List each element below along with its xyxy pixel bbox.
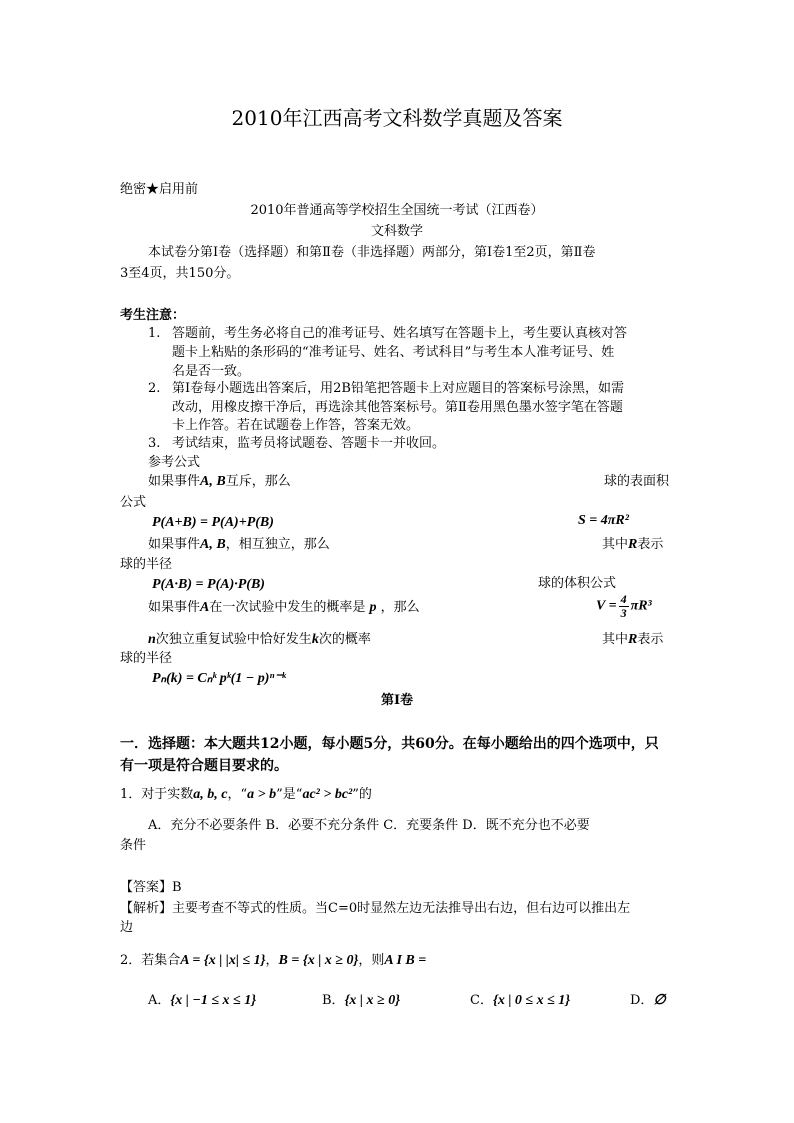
question-1-options-cont: 条件 (120, 838, 147, 853)
formula-line-exclusive (148, 474, 291, 491)
text: 表示 (637, 632, 664, 647)
text: 如果事件 (148, 600, 201, 615)
answer-label: 【答案】 (120, 880, 173, 895)
question-1 (120, 787, 372, 804)
text: 次的概率 (318, 632, 371, 647)
intro-line-2: 3至4页，共150分。 (120, 266, 240, 281)
text: 在一次试验中发生的概率是 (209, 600, 366, 615)
option-label: A． (148, 993, 171, 1008)
text: πR³ (630, 598, 652, 614)
var-k: k (311, 632, 319, 647)
option-value: {x | x ≥ 0} (344, 993, 401, 1008)
question-2-option-c (470, 993, 570, 1010)
option-label: B． (322, 993, 345, 1008)
intro-line-1: 本试卷分第Ⅰ卷（选择题）和第Ⅱ卷（非选择题）两部分，第Ⅰ卷1至2页，第Ⅱ卷 (148, 245, 596, 260)
intersection-expr: A I B = (384, 953, 427, 968)
text: ，相互独立，那么 (225, 537, 330, 552)
question-2-option-b (322, 993, 400, 1010)
condition-1: a > b (247, 787, 277, 802)
notice-item-2-line-2: 改动，用橡皮擦干净后，再选涂其他答案标号。第Ⅱ卷用黑色墨水签字笔在答题 (172, 400, 623, 415)
radius-note (602, 537, 663, 554)
text: 1．对于实数 (120, 787, 194, 802)
notice-heading: 考生注意： (120, 308, 186, 323)
formula-addition: P(A+B) = P(A)+P(B) (152, 515, 274, 530)
set-a: A = {x | |x| ≤ 1} (180, 953, 266, 968)
question-1-options: A．充分不必要条件 B．必要不充分条件 C．充要条件 D．既不充分也不必要 (148, 818, 590, 833)
text: 其中 (602, 537, 629, 552)
question-2-option-d (630, 993, 666, 1010)
option-value: {x | −1 ≤ x ≤ 1} (170, 993, 257, 1008)
notice-item-2-line-1: 第Ⅰ卷每小题选出答案后，用2B铅笔把答题卡上对应题目的答案标号涂黑，如需 (172, 381, 624, 396)
formula-multiplication: P(A·B) = P(A)·P(B) (152, 577, 265, 592)
formula-line-probability (148, 600, 420, 617)
formula-line-independent (148, 537, 330, 554)
numerator: 4 (620, 592, 627, 606)
var-r: R (628, 537, 638, 552)
var-a: A (200, 600, 210, 615)
analysis-text: 主要考查不等式的性质。当C=0时显然左边无法推导出右边，但右边可以推出左 (172, 901, 631, 916)
text: 表示 (637, 537, 664, 552)
section-instruction-2: 有一项是符合题目要求的。 (120, 758, 288, 774)
denominator: 3 (620, 605, 627, 620)
option-label: D． (630, 993, 654, 1008)
text: 次独立重复试验中恰好发生 (155, 632, 312, 647)
var-r: R (628, 632, 638, 647)
sphere-area-label: 球的表面积 (604, 474, 670, 489)
var-n: n (148, 632, 156, 647)
notice-item-2-line-3: 卡上作答。若在试题卷上作答，答案无效。 (172, 418, 420, 433)
formula-binomial: Pₙ(k) = Cₙᵏ pᵏ(1 − p)ⁿ⁻ᵏ (152, 671, 286, 686)
var-ab: A, B (200, 474, 226, 489)
formula-heading: 参考公式 (148, 455, 201, 470)
confidential-label: 绝密★启用前 (120, 182, 199, 197)
sphere-volume-label: 球的体积公式 (538, 576, 617, 591)
var-p: p (369, 600, 377, 615)
notice-item-3-line-1: 考试结束，监考员将试题卷、答题卡一并收回。 (172, 436, 446, 451)
text: ”的 (352, 787, 372, 802)
notice-item-1-line-1: 答题前，考生务必将自己的准考证号、姓名填写在答题卡上，考生要认真核对答 (172, 326, 628, 341)
text: ”是“ (276, 787, 303, 802)
option-value: ∅ (653, 993, 666, 1008)
text: 2．若集合 (120, 953, 181, 968)
var-abc: a, b, c (193, 787, 228, 802)
text: 其中 (602, 632, 629, 647)
formula-sphere-volume (596, 593, 652, 619)
question-2 (120, 953, 426, 970)
notice-item-num: 2. (148, 381, 161, 396)
question-2-option-a (148, 993, 256, 1010)
text: 互斥，那么 (225, 474, 291, 489)
question-1-answer (120, 880, 182, 896)
option-value: {x | 0 ≤ x ≤ 1} (492, 993, 571, 1008)
option-label: C． (470, 993, 493, 1008)
text: ，“ (227, 787, 248, 802)
notice-item-1-line-2: 题卡上粘贴的条形码的“准考证号、姓名、考试科目”与考生本人准考证号、姓 (172, 345, 615, 360)
formula-sphere-area: S = 4πR² (578, 513, 629, 528)
var-ab: A, B (200, 537, 226, 552)
subject-name: 文科数学 (370, 224, 423, 239)
question-1-analysis (120, 901, 630, 917)
text: 如果事件 (148, 537, 201, 552)
radius-note-cont: 球的半径 (120, 557, 173, 572)
analysis-label: 【解析】 (120, 901, 173, 916)
text: ， (265, 953, 279, 968)
text: V = (596, 598, 617, 614)
text: ，则 (358, 953, 385, 968)
notice-item-num: 1. (148, 326, 161, 341)
formula-line-bernoulli (148, 632, 371, 649)
formula-label-cont: 公式 (120, 495, 147, 510)
radius-note-2 (602, 632, 663, 649)
part-heading: 第Ⅰ卷 (380, 693, 414, 708)
set-b: B = {x | x ≥ 0} (278, 953, 359, 968)
fraction (619, 593, 629, 619)
exam-name: 2010年普通高等学校招生全国统一考试（江西卷） (250, 203, 544, 218)
answer-value: B (172, 880, 182, 895)
text: 如果事件 (148, 474, 201, 489)
notice-item-num: 3. (148, 436, 161, 451)
section-instruction-1: 一．选择题：本大题共12小题，每小题5分，共60分。在每小题给出的四个选项中，只 (120, 736, 659, 752)
question-1-analysis-cont: 边 (120, 920, 134, 935)
notice-item-1-line-3: 名是否一致。 (172, 364, 251, 379)
text: ，那么 (380, 600, 420, 615)
condition-2: ac² > bc² (302, 787, 353, 802)
radius-note-2-cont: 球的半径 (120, 651, 173, 666)
page-title: 2010年江西高考文科数学真题及答案 (231, 106, 563, 130)
